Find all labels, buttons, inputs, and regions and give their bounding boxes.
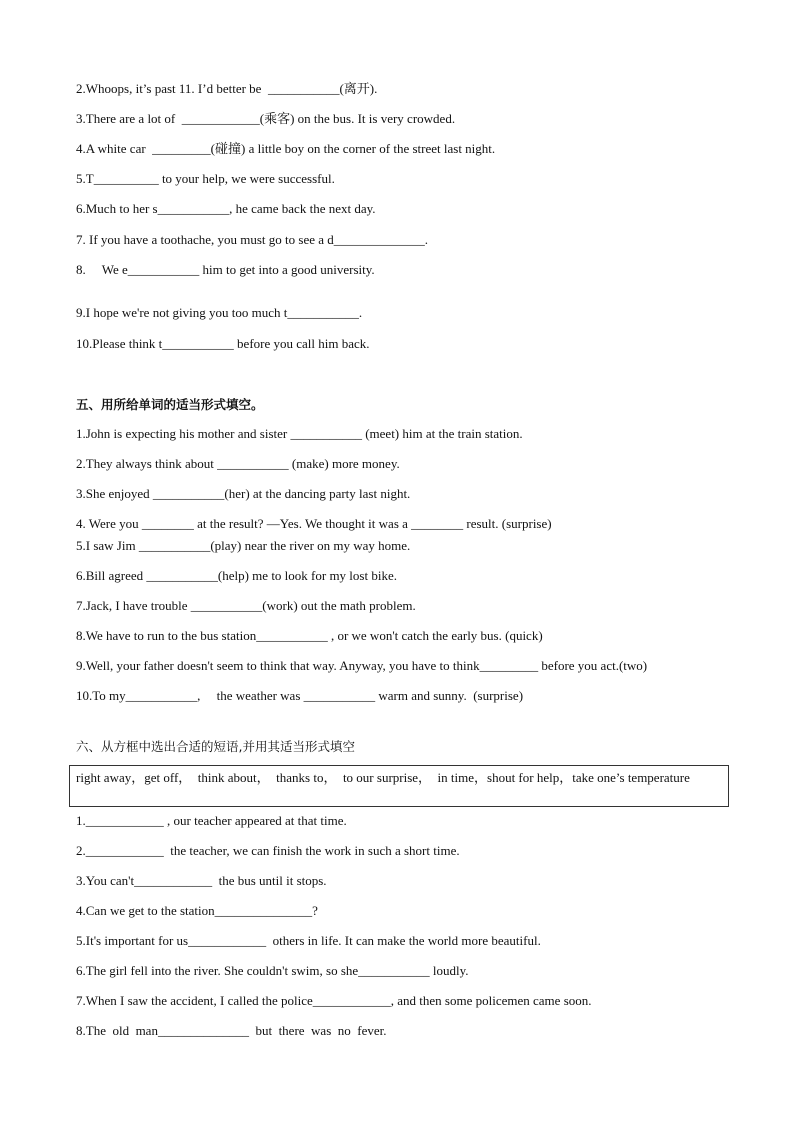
section5-item-9: 9.Well, your father doesn't seem to think that way. Anyway, you have to think_________ before you act.(two) [76,658,648,673]
section6-item-8: 8.The old man______________ but there was no fever. [76,1023,387,1038]
section5-item-7: 7.Jack, I have trouble ___________(work) out the math problem. [76,598,416,613]
section4-item-6: 6.Much to her s___________, he came back the next day. [76,201,376,216]
section5-item-8: 8.We have to run to the bus station___________ , or we won't catch the early bus. (quick) [76,628,543,643]
section4-item-10: 10.Please think t___________ before you call him back. [76,336,370,351]
section5-item-10: 10.To my___________, the weather was ___________ warm and sunny. (surprise) [76,688,524,703]
section4-item-7: 7. If you have a toothache, you must go to see a d______________. [76,232,429,247]
section6-item-5: 5.It's important for us____________ others in life. It can make the world more beautiful. [76,933,541,948]
section4-item-8: 8. We e___________ him to get into a good university. [76,262,375,277]
section6-title: 六、从方框中选出合适的短语,并用其适当形式填空 [76,739,355,754]
section4-item-4: 4.A white car _________(碰撞) a little boy on the corner of the street last night. [76,141,496,156]
section4-item-3: 3.There are a lot of ____________(乘客) on the bus. It is very crowded. [76,111,456,126]
section5-item-5: 5.I saw Jim ___________(play) near the river on my way home. [76,538,411,553]
section5-item-2: 2.They always think about ___________ (make) more money. [76,456,400,471]
section6-item-7: 7.When I saw the accident, I called the police____________, and then some policemen came soon. [76,993,592,1008]
phrase-box: right away，get off， think about， thanks to， to our surprise， in time，shout for help，take one’s temperature [69,765,729,807]
section5-title: 五、用所给单词的适当形式填空。 [76,397,264,412]
section6-item-3: 3.You can't____________ the bus until it stops. [76,873,327,888]
section6-item-6: 6.The girl fell into the river. She couldn't swim, so she___________ loudly. [76,963,469,978]
section4-item-9: 9.I hope we're not giving you too much t___________. [76,305,363,320]
section6-item-4: 4.Can we get to the station_______________? [76,903,318,918]
section5-item-3: 3.She enjoyed ___________(her) at the dancing party last night. [76,486,411,501]
section4-item-5: 5.T__________ to your help, we were successful. [76,171,335,186]
section5-item-6: 6.Bill agreed ___________(help) me to look for my lost bike. [76,568,397,583]
section5-item-4: 4. Were you ________ at the result? —Yes. We thought it was a ________ result. (surprise) [76,516,552,531]
section5-item-1: 1.John is expecting his mother and sister ___________ (meet) him at the train station. [76,426,523,441]
section6-item-1: 1.____________ , our teacher appeared at that time. [76,813,347,828]
section4-item-2: 2.Whoops, it’s past 11. I’d better be ___________(离开). [76,81,378,96]
section6-item-2: 2.____________ the teacher, we can finish the work in such a short time. [76,843,460,858]
